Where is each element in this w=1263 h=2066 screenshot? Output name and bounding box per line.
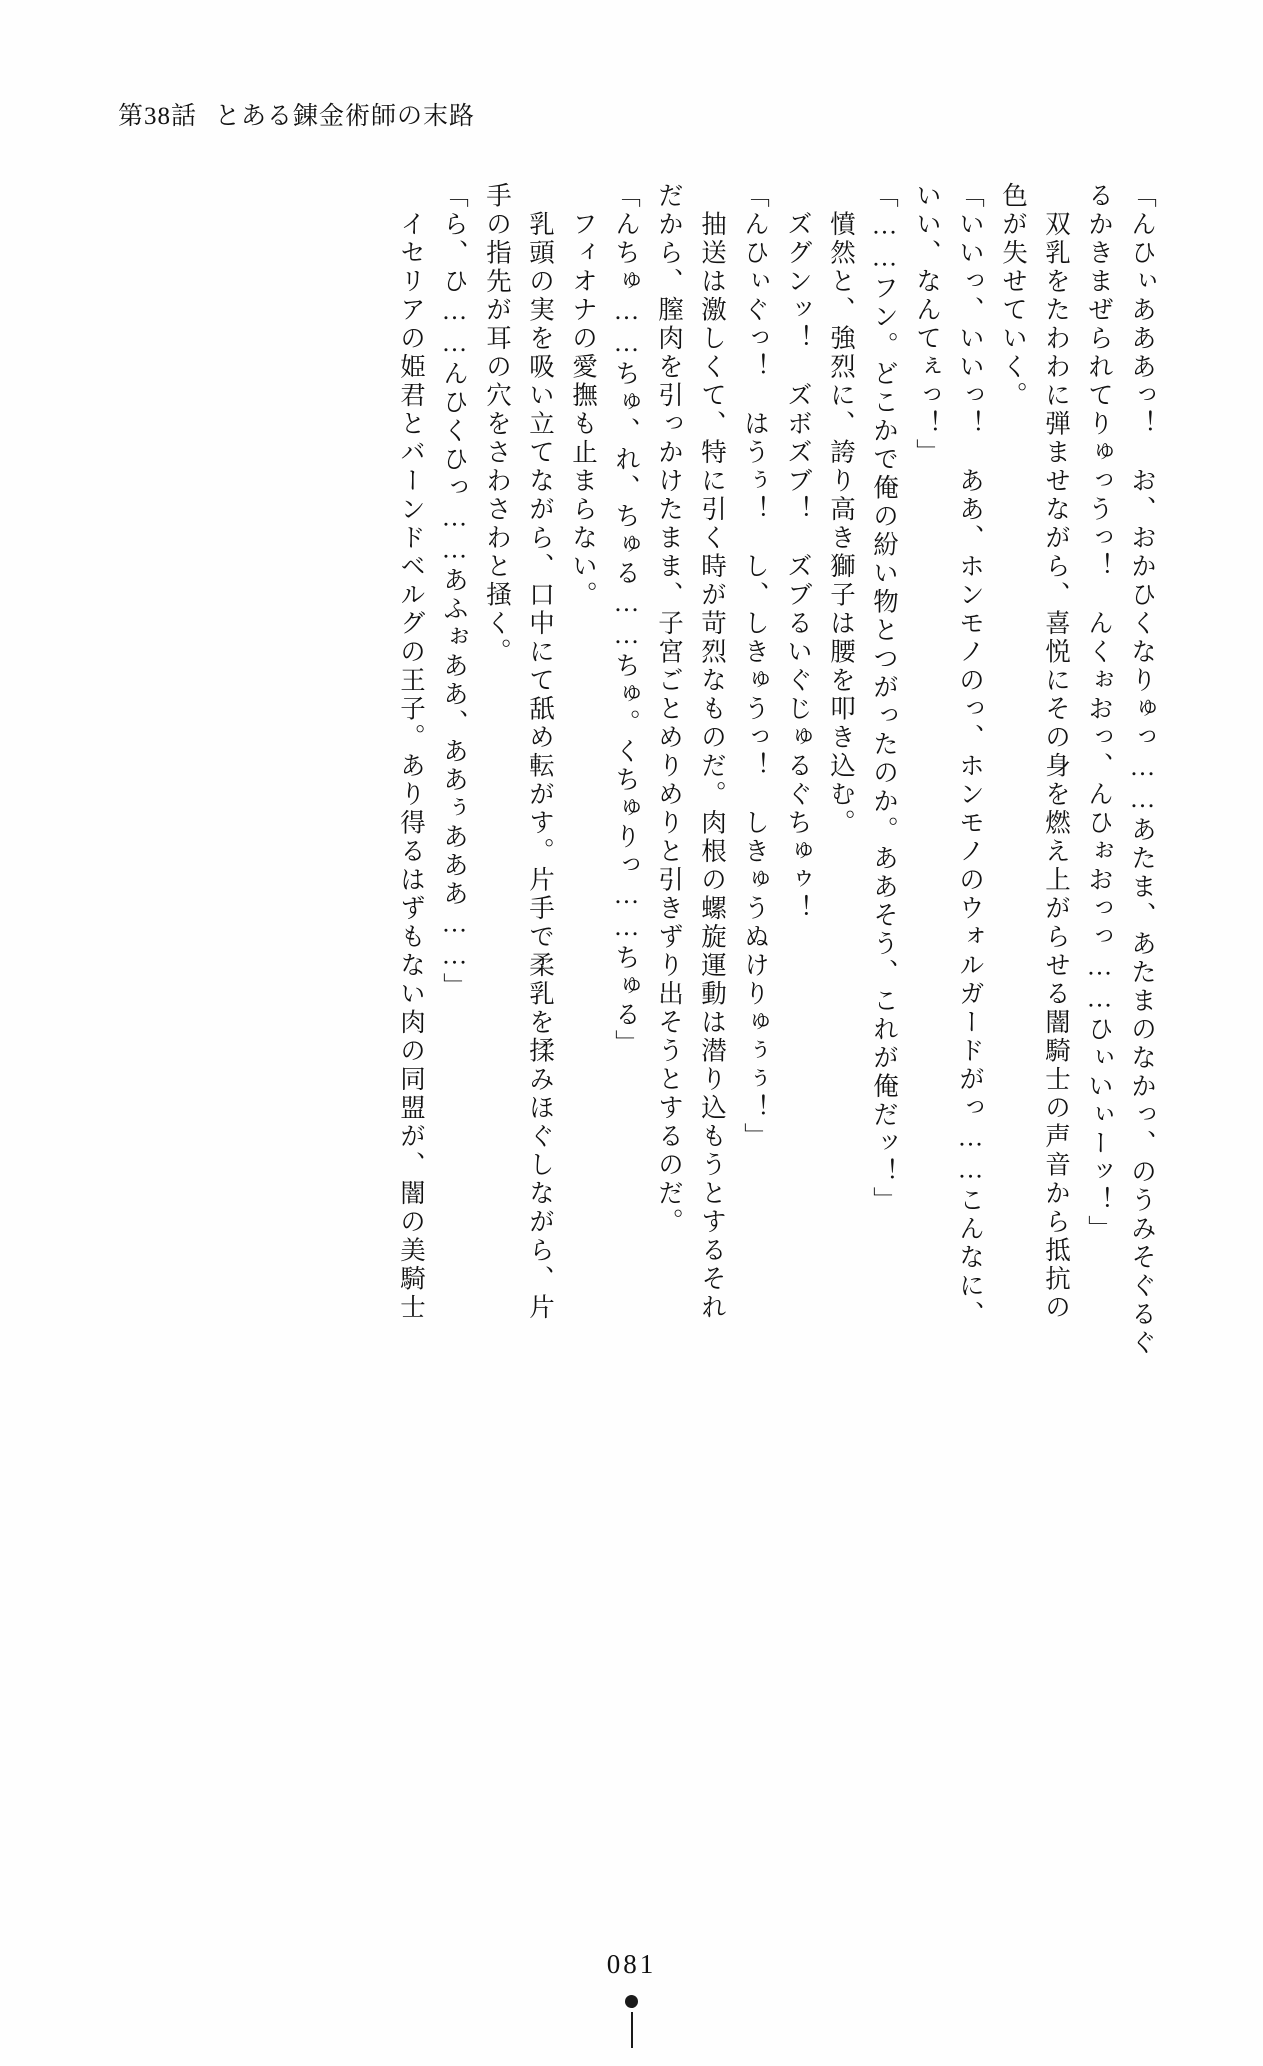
text-line: 「……フン。どこかで俺の紛い物とつがったのか。ああそう、これが俺だッ！」 [870,182,899,1215]
text-line: いい、なんてぇっ！」 [913,182,942,467]
ornament-dot-icon [625,1995,638,2008]
text-line: 「ら、ひ……んひくひっ……あふぉああ、ああぅあああ……」 [440,182,469,1001]
ornament-rule [631,2012,633,2048]
text-line: るかきまぜられてりゅっうっ！ んくぉおっ、んひぉおっっ……ひぃいぃーッ！」 [1085,182,1114,1244]
text-line: フィオナの愛撫も止まらない。 [569,182,598,610]
text-line: 双乳をたわわに弾ませながら、喜悦にその身を燃え上がらせる闇騎士の声音から抵抗の [1042,182,1071,1322]
text-line: 「んひぃぐっ！ はうぅ！ し、しきゅうっ！ しきゅうぬけりゅぅぅ！」 [741,182,770,1151]
text-line: だから、膣肉を引っかけたまま、子宮ごとめりめりと引きずり出そうとするのだ。 [655,182,684,1237]
text-line: 色が失せていく。 [999,182,1028,410]
chapter-title: とある錬金術師の末路 [215,103,476,130]
text-line: 抽送は激しくて、特に引く時が苛烈なものだ。肉根の螺旋運動は潜り込もうとするそれ [698,182,727,1322]
page-footer-ornament [625,1995,639,2048]
text-line: ズグンッ！ ズボズブ！ ズブるいぐじゅるぐちゅゥ！ [784,182,813,923]
text-line: 「いいっ、いいっ！ ああ、ホンモノのっ、ホンモノのウォルガードがっ……こんなに、 [956,182,985,1329]
chapter-header [118,96,475,132]
page-number: 081 [606,1949,657,1979]
text-line: 乳頭の実を吸い立てながら、口中にて舐め転がす。片手で柔乳を揉みほぐしながら、片 [526,182,555,1322]
text-line: 「んちゅ……ちゅ、れ、ちゅる……ちゅ。くちゅりっ……ちゅる」 [612,182,641,1058]
text-line: イセリアの姫君とバーンドベルグの王子。あり得るはずもない肉の同盟が、闇の美騎士 [397,182,426,1322]
text-line: 憤然と、強烈に、誇り高き獅子は腰を叩き込む。 [827,182,856,838]
chapter-number: 第38話 [118,103,198,130]
text-line: 「んひぃあああっ！ お、おかひくなりゅっ……あたま、あたまのなかっ、のうみそぐるぐ [1128,182,1157,1358]
text-line: 手の指先が耳の穴をさわさわと掻く。 [483,182,512,667]
body-text-block [95,182,1157,1358]
